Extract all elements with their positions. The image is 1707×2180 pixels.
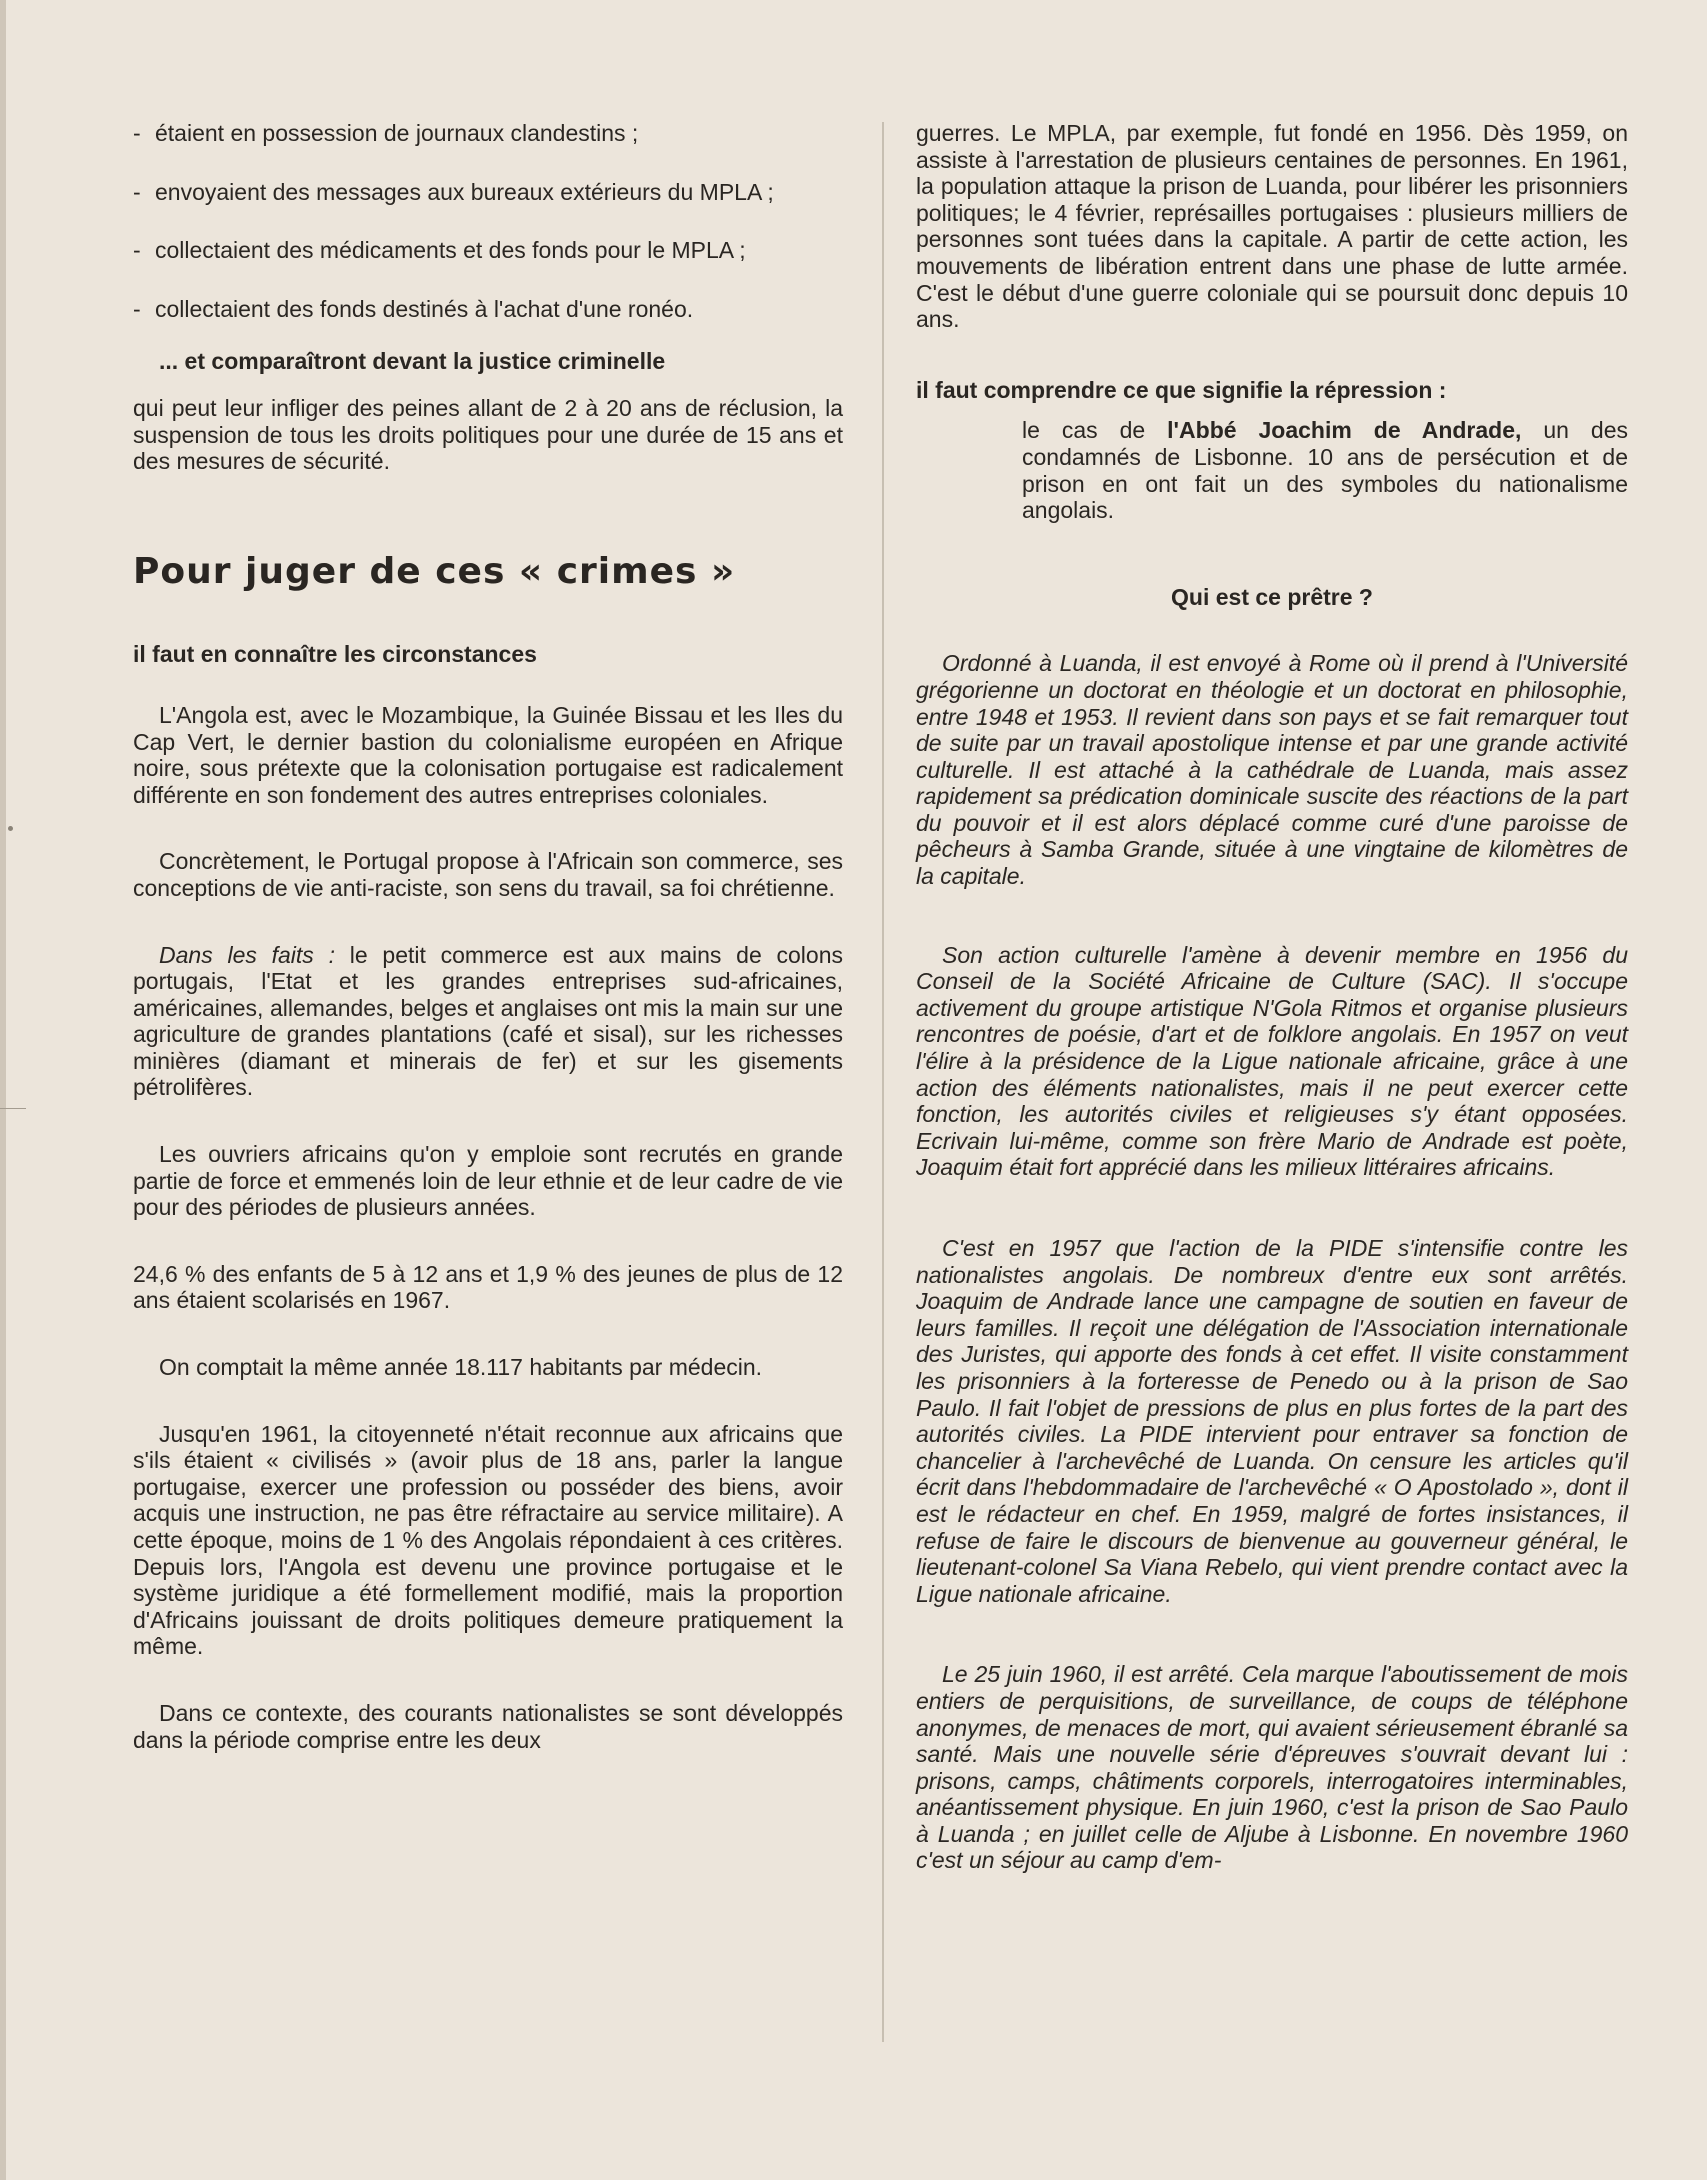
italic-paragraph: Son action culturelle l'amène à devenir membre en 1956 du Conseil de la Société Africaine de Culture (SAC). Il s'occupe activement du groupe artistique N'Gola Ritmos et organise plusieurs rencontres de poésie, d'art et de folklore angolais. En 1957 on veut l'élire à la présidence de la Ligue nationale africaine, grâce à une action des éléments nationalistes, mais il ne peut exercer cette fonction, les autorités civiles et religieuses s'y étant opposées. Ecrivain lui-même, comme son frère Mario de Andrade est poète, Joaquim était fort apprécié dans les milieux littéraires africains. bbox=[916, 941, 1628, 1181]
italic-paragraph: Ordonné à Luanda, il est envoyé à Rome où il prend à l'Université grégorienne un doctorat en théologie et un doctorat en philosophie, entre 1948 et 1953. Il revient dans son pays et se fait remarquer tout de suite par un travail apostolique intense et par une grande activité culturelle. Il est attaché à la cathédrale de Luanda, mais assez rapidement sa prédication dominicale suscite des réactions de la part du pouvoir et il est alors déplacé comme curé d'une paroisse de pêcheurs à Samba Grande, située à une vingtaine de kilomètres de la capitale. bbox=[916, 650, 1628, 890]
list-dash: - bbox=[133, 295, 141, 322]
emphasis-lead: Dans les faits : bbox=[159, 941, 335, 968]
list-item-text: collectaient des médicaments et des fonds pour le MPLA ; bbox=[155, 237, 746, 264]
list-item bbox=[133, 237, 843, 264]
list-item bbox=[133, 120, 843, 147]
list-item-text: étaient en possession de journaux clandestins ; bbox=[155, 120, 639, 146]
fold-mark bbox=[0, 1108, 26, 1109]
body-paragraph: guerres. Le MPLA, par exemple, fut fondé en 1956. Dès 1959, on assiste à l'arrestation de plusieurs centaines de personnes. En 1961, la population attaque la prison de Luanda, pour libérer les prisonniers politiques; le 4 février, représailles portugaises : plusieurs milliers de personnes sont tuées dans la capitale. A partir de cette action, les mouvements de libération entrent dans une phase de lutte armée. C'est le début d'une guerre coloniale qui se poursuit donc depuis 10 ans. bbox=[916, 120, 1628, 333]
list-item-text: envoyaient des messages aux bureaux extérieurs du MPLA ; bbox=[155, 178, 774, 205]
list-dash: - bbox=[133, 178, 141, 205]
case-paragraph bbox=[916, 417, 1628, 523]
right-column bbox=[916, 120, 1628, 1874]
body-text: le cas de bbox=[1022, 417, 1168, 444]
person-name: l'Abbé Joachim de Andrade, bbox=[1167, 417, 1522, 444]
body-paragraph: 24,6 % des enfants de 5 à 12 ans et 1,9 % des jeunes de plus de 12 ans étaient scolarisés en 1967. bbox=[133, 1260, 843, 1314]
left-column bbox=[133, 120, 843, 1753]
section-subheading: il faut en connaître les circonstances bbox=[133, 641, 537, 668]
body-paragraph: Dans ce contexte, des courants nationalistes se sont développés dans la période comprise entre les deux bbox=[133, 1699, 843, 1753]
justice-paragraph: qui peut leur infliger des peines allant de 2 à 20 ans de réclusion, la suspension de tous les droits politiques pour une durée de 15 ans et des mesures de sécurité. bbox=[133, 394, 843, 475]
body-text: le petit commerce est aux mains de colons portugais, l'Etat et les grandes entreprises sud-africaines, américaines, allemandes, belges et anglaises ont mis la main sur une agriculture de grandes plantations (café et sisal), sur les richesses minières (diamant et minerais de fer) et sur les gisements pétrolifères. bbox=[133, 941, 843, 1101]
section-title: Pour juger de ces « crimes » bbox=[133, 550, 736, 592]
list-item-text: collectaient des fonds destinés à l'achat d'une ronéo. bbox=[155, 295, 694, 322]
priest-heading: Qui est ce prêtre ? bbox=[1171, 583, 1373, 610]
body-paragraph: Les ouvriers africains qu'on y emploie sont recrutés en grande partie de force et emmenés loin de leur ethnie et de leur cadre de vie pour des périodes de plusieurs années. bbox=[133, 1141, 843, 1221]
margin-mark bbox=[8, 826, 13, 831]
body-paragraph: Jusqu'en 1961, la citoyenneté n'était reconnue aux africains que s'ils étaient « civilisés » (avoir plus de 18 ans, parler la langue portugaise, exercer une profession ou posséder des biens, avoir acquis une instruction, ne pas être réfractaire au service militaire). A cette époque, moins de 1 % des Angolais répondaient à ces critères. Depuis lors, l'Angola est devenu une province portugaise et le système juridique a été formellement modifié, mais la proportion d'Africains jouissant de droits politiques demeure pratiquement la même. bbox=[133, 1420, 843, 1660]
column-divider bbox=[882, 122, 884, 2042]
body-paragraph: Concrètement, le Portugal propose à l'Africain son commerce, ses conceptions de vie anti-raciste, son sens du travail, sa foi chrétienne. bbox=[133, 848, 843, 901]
justice-heading: ... et comparaîtront devant la justice criminelle bbox=[159, 348, 666, 375]
list-dash: - bbox=[133, 237, 141, 264]
body-text: un des condamnés de Lisbonne. 10 ans de persécution et de prison en ont fait un des symboles du nationalisme angolais. bbox=[1022, 417, 1628, 524]
list-item bbox=[133, 179, 843, 206]
body-paragraph: L'Angola est, avec le Mozambique, la Guinée Bissau et les Iles du Cap Vert, le dernier bastion du colonialisme européen en Afrique noire, sous prétexte que la colonisation portugaise est radicalement différente en son fondement des autres entreprises coloniales. bbox=[133, 701, 843, 808]
body-paragraph bbox=[133, 942, 843, 1102]
italic-paragraph: C'est en 1957 que l'action de la PIDE s'intensifie contre les nationalistes angolais. De nombreux d'entre eux sont arrêtés. Joaquim de Andrade lance une campagne de soutien en faveur de leurs familles. Il reçoit une délégation de l'Association internationale des Juristes, qui apporte des fonds à cet effet. Il visite constamment les prisonniers à la forteresse de Penedo ou à la prison de Sao Paulo. Il fait l'objet de pressions de plus en plus fortes de la part des autorités civiles. La PIDE intervient pour entraver sa fonction de chancelier à l'archevêché de Luanda. On censure les articles qu'il écrit dans l'hebdommadaire de l'archevêché « O Apostolado », dont il est le rédacteur en chef. En 1959, malgré de fortes insistances, il refuse de faire le discours de bienvenue au gouverneur général, le lieutenant-colonel Sa Viana Rebelo, qui vient prendre contact avec la Ligue nationale africaine. bbox=[916, 1235, 1628, 1607]
list-dash: - bbox=[133, 120, 141, 146]
body-paragraph: On comptait la même année 18.117 habitants par médecin. bbox=[159, 1354, 763, 1381]
page-binding-edge bbox=[0, 0, 6, 2180]
repression-heading: il faut comprendre ce que signifie la répression : bbox=[916, 376, 1447, 403]
list-item bbox=[133, 296, 843, 323]
italic-paragraph: Le 25 juin 1960, il est arrêté. Cela marque l'aboutissement de mois entiers de perquisitions, de surveillance, de coups de téléphone anonymes, de menaces de mort, qui avaient sérieusement ébranlé sa santé. Mais une nouvelle série d'épreuves s'ouvrait devant lui : prisons, camps, châtiments corporels, interrogatoires interminables, anéantissement physique. En juin 1960, c'est la prison de Sao Paulo à Luanda ; en juillet celle de Aljube à Lisbonne. En novembre 1960 c'est un séjour au camp d'em- bbox=[916, 1661, 1628, 1874]
